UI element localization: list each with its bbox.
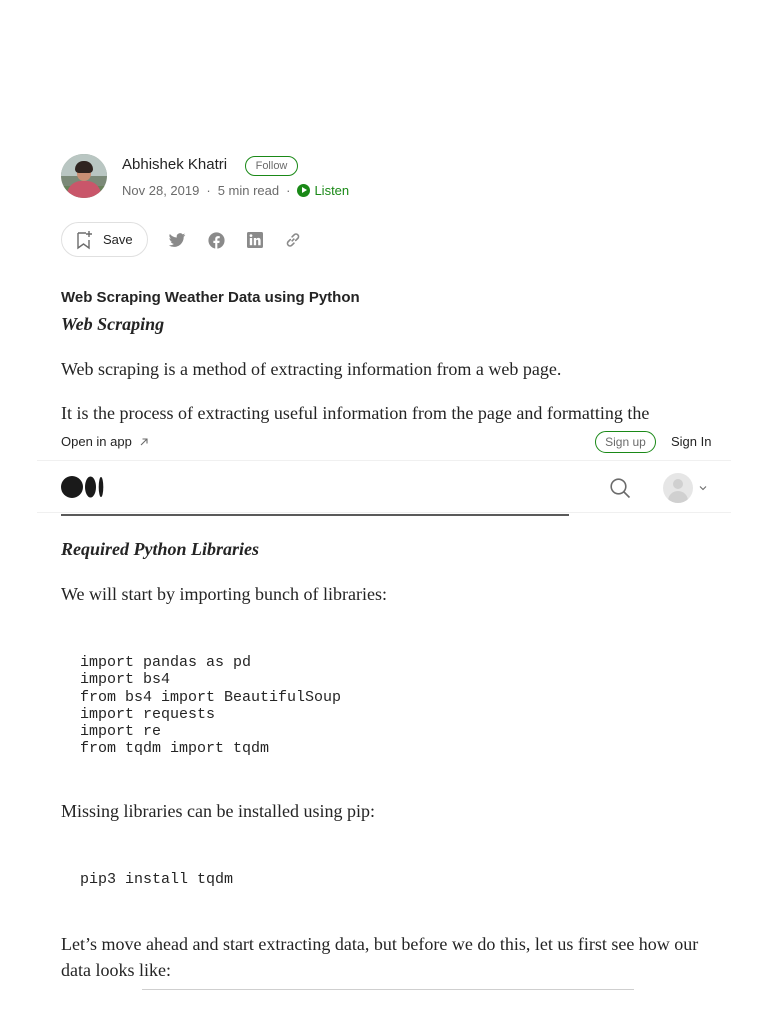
sign-up-button[interactable]: Sign up [595, 431, 656, 453]
chevron-down-icon[interactable] [698, 483, 708, 493]
header-divider [37, 460, 731, 461]
section-heading-web-scraping: Web Scraping [61, 314, 165, 334]
paragraph: We will start by importing bunch of libraries: [61, 584, 387, 604]
search-icon[interactable] [609, 477, 631, 499]
read-time: 5 min read [217, 183, 280, 198]
paragraph: Web scraping is a method of extracting information from a web page. [61, 359, 562, 379]
link-icon[interactable] [284, 231, 302, 249]
listen-label: Listen [314, 183, 350, 198]
twitter-icon[interactable] [168, 231, 186, 249]
open-in-app-link[interactable] [61, 434, 149, 449]
bookmark-add-icon [75, 230, 93, 250]
facebook-icon[interactable] [207, 231, 225, 249]
save-button[interactable] [61, 222, 148, 257]
code-block-pip: pip3 install tqdm [80, 871, 234, 888]
save-label: Save [103, 232, 133, 247]
image-divider [142, 989, 634, 990]
medium-logo-icon[interactable] [61, 476, 105, 498]
article-title: Web Scraping Weather Data using Python [61, 289, 360, 306]
section-heading-required-libraries: Required Python Libraries [61, 539, 260, 559]
play-icon [297, 184, 310, 197]
user-avatar[interactable] [663, 473, 693, 503]
meta-separator: · [286, 183, 291, 198]
paragraph: Let’s move ahead and start extracting data, but before we do this, let us first see how our data looks like: [61, 934, 699, 980]
header-bottom-border [37, 512, 731, 513]
listen-button[interactable] [297, 183, 349, 198]
arrow-up-right-icon [139, 437, 149, 447]
sign-in-link[interactable]: Sign In [671, 434, 712, 449]
publish-date: Nov 28, 2019 [122, 183, 200, 198]
follow-button[interactable]: Follow [245, 156, 298, 176]
linkedin-icon[interactable] [246, 231, 264, 249]
author-avatar[interactable] [61, 154, 107, 198]
sticky-header [37, 428, 731, 513]
author-block [61, 154, 461, 198]
meta-separator: · [206, 183, 211, 198]
article-meta [122, 183, 349, 198]
code-block-imports: import pandas as pd import bs4 from bs4 import BeautifulSoup import requests import re from tqdm import tqdm [80, 654, 342, 758]
open-in-app-label: Open in app [61, 434, 132, 449]
paragraph: It is the process of extracting useful information from the page and formatting the [61, 403, 650, 423]
author-name[interactable]: Abhishek Khatri [122, 156, 228, 173]
paragraph: Missing libraries can be installed using pip: [61, 801, 375, 821]
